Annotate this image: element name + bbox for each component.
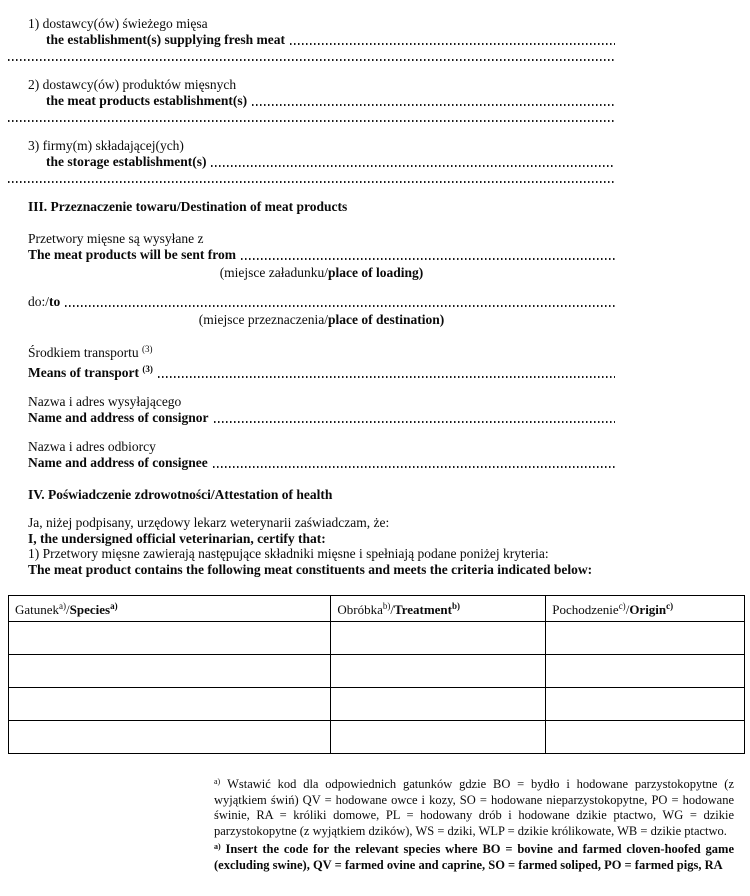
place-of-destination-caption — [28, 312, 615, 328]
footnote-a-en — [214, 839, 734, 873]
table-cell-empty — [546, 721, 745, 754]
footnote-marker-a-en: a) — [214, 842, 221, 851]
transport-row — [28, 361, 615, 381]
meat-constituents-table — [8, 595, 745, 754]
footnote-marker-a: a) — [214, 777, 221, 786]
table-cell-empty — [9, 688, 331, 721]
header-treatment-en: Treatment — [393, 602, 452, 617]
section-iv-heading: IV. Poświadczenie zdrowotności/Attestation of health — [28, 487, 333, 502]
table-cell-empty — [9, 655, 331, 688]
dotted-fill-line — [290, 43, 615, 45]
table-header-treatment — [331, 596, 546, 622]
table-row — [9, 622, 745, 655]
footnote-a-en-text: Insert the code for the relevant species where BO = bovine and farmed cloven-hoofed game (excluding swine), QV = farmed ovine and caprine, SO = farmed soliped, PO = farmed pigs, RA — [214, 842, 735, 872]
header-species-footnote-a: a) — [59, 601, 67, 611]
storage-establishment-row — [28, 154, 615, 170]
dotted-fill-line — [213, 466, 615, 468]
dotted-fill-line — [214, 421, 615, 423]
header-origin-footnote-c-en: c) — [666, 601, 674, 611]
sent-from-label-pl: Przetwory mięsne są wysyłane z — [28, 231, 204, 246]
header-origin-en: Origin — [629, 602, 667, 617]
place-of-loading-caption-pl: (miejsce załadunku/ — [219, 265, 329, 280]
table-row — [9, 688, 745, 721]
supplier-meat-products-entry — [28, 77, 615, 124]
table-cell-empty — [331, 721, 546, 754]
consignor-label-en: Name and address of consignor — [28, 410, 209, 425]
supplier-fresh-meat-label-en: the establishment(s) supplying fresh meat — [46, 32, 286, 47]
supplier-meat-products-row — [28, 93, 615, 109]
table-header-origin — [546, 596, 745, 622]
table-cell-empty — [331, 688, 546, 721]
attestation-point1-en: The meat product contains the following meat constituents and meets the criteria indicated below: — [28, 561, 593, 577]
attestation-intro-pl: Ja, niżej podpisany, urzędowy lekarz weterynarii zaświadczam, że: — [28, 515, 390, 530]
header-species-slash: / — [66, 602, 70, 617]
header-origin-slash: / — [625, 602, 630, 617]
to-label-pl: do:/ — [28, 294, 50, 309]
transport-label-pl: Środkiem transportu — [28, 345, 139, 360]
transport-label-pl-line — [28, 341, 615, 361]
header-species-pl: Gatunek — [15, 602, 60, 617]
destination-to-block — [28, 294, 615, 328]
dotted-fill-line — [8, 48, 615, 63]
sent-from-label-en: The meat products will be sent from — [28, 247, 236, 262]
dotted-fill-line — [241, 258, 615, 260]
table-cell-empty — [546, 688, 745, 721]
supplier-fresh-meat-entry — [28, 16, 615, 63]
header-treatment-slash: / — [390, 602, 394, 617]
supplier-meat-products-label-en: the meat products establishment(s) — [46, 93, 248, 108]
header-origin-footnote-c: c) — [618, 601, 626, 611]
header-species-footnote-a-en: a) — [110, 601, 118, 611]
table-cell-empty — [331, 655, 546, 688]
sent-from-block — [28, 231, 615, 281]
consignee-label-pl: Nazwa i adres odbiorcy — [28, 439, 156, 454]
table-cell-empty — [546, 622, 745, 655]
transport-footnote-ref: (3) — [142, 364, 153, 374]
place-of-loading-caption-en: place of loading) — [328, 265, 424, 280]
consignor-block — [28, 394, 615, 426]
transport-label-en-text: Means of transport — [28, 365, 139, 380]
header-origin-pl: Pochodzenie — [552, 602, 619, 617]
dotted-fill-line — [65, 305, 615, 307]
table-header-species — [9, 596, 331, 622]
consignee-row — [28, 455, 615, 471]
to-label-en: to — [49, 294, 61, 309]
table-row — [9, 655, 745, 688]
consignor-row — [28, 410, 615, 426]
table-cell-empty — [331, 622, 546, 655]
header-treatment-footnote-b: b) — [382, 601, 391, 611]
main-text-column — [28, 16, 615, 577]
place-of-destination-caption-en: place of destination) — [328, 312, 445, 327]
table-header-row — [9, 596, 745, 622]
place-of-destination-caption-pl: (miejsce przeznaczenia/ — [198, 312, 329, 327]
transport-footnote-ref: (3) — [142, 344, 153, 354]
dotted-fill-line — [252, 104, 615, 106]
footnote-a-pl — [214, 774, 734, 839]
place-of-loading-caption — [28, 265, 615, 281]
footnotes-block — [214, 774, 734, 873]
transport-label-en — [28, 361, 153, 381]
table-row — [9, 721, 745, 754]
header-species-en: Species — [69, 602, 111, 617]
dotted-fill-line — [158, 376, 615, 378]
consignor-label-pl: Nazwa i adres wysyłającego — [28, 394, 182, 409]
dotted-fill-line — [211, 165, 615, 167]
supplier-fresh-meat-label-pl: 1) dostawcy(ów) świeżego mięsa — [28, 16, 208, 31]
consignee-block — [28, 439, 615, 471]
dotted-fill-line — [8, 170, 615, 185]
attestation-intro — [28, 515, 615, 577]
sent-from-row — [28, 247, 615, 263]
section-iii-heading: III. Przeznaczenie towaru/Destination of meat products — [28, 199, 348, 214]
storage-establishment-entry — [28, 138, 615, 185]
supplier-meat-products-label-pl: 2) dostawcy(ów) produktów mięsnych — [28, 77, 237, 92]
attestation-point1-pl: 1) Przetwory mięsne zawierają następujące składniki mięsne i spełniają podane poniżej kryteria: — [28, 546, 549, 561]
supplier-fresh-meat-row — [28, 32, 615, 48]
destination-to-row — [28, 294, 615, 310]
table-cell-empty — [546, 655, 745, 688]
table-cell-empty — [9, 622, 331, 655]
attestation-intro-en: I, the undersigned official veterinarian, certify that: — [28, 530, 326, 546]
to-label — [28, 294, 60, 310]
storage-establishment-label-en: the storage establishment(s) — [46, 154, 207, 169]
storage-establishment-label-pl: 3) firmy(m) składającej(ych) — [28, 138, 184, 153]
header-treatment-pl: Obróbka — [337, 602, 383, 617]
transport-block — [28, 341, 615, 381]
header-treatment-footnote-b-en: b) — [451, 601, 460, 611]
consignee-label-en: Name and address of consignee — [28, 455, 208, 470]
dotted-fill-line — [8, 109, 615, 124]
footnote-a-pl-text: Wstawić kod dla odpowiednich gatunków gdzie BO = bydło i hodowane parzystokopytne (z wyjątkiem świń) QV = hodowane owce i kozy, SO = hodowane nieparzystokopytne, PO = hodowane świnie, RA = króliki domowe, PL = hodowany drób i hodowane dzikie ptactwo, WG = dzikie parzystokopytne (z wyjątkiem dzików), WS = dziki, WLP = dzikie królikowate, WB = dzikie ptactwo. — [214, 777, 735, 838]
table-cell-empty — [9, 721, 331, 754]
